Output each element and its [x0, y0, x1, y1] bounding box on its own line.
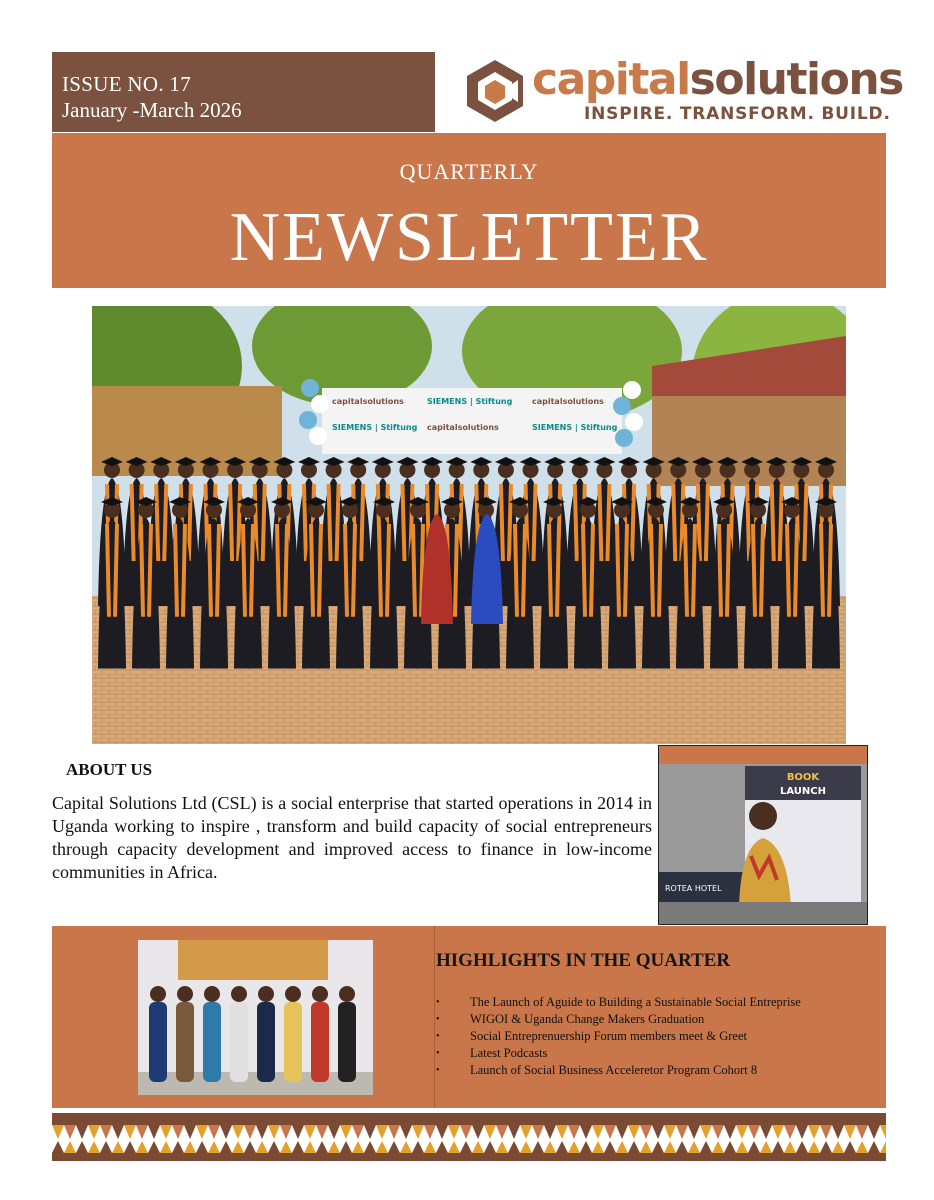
bullet-icon: • — [436, 1048, 440, 1059]
backdrop-logo-6: SIEMENS | Stiftung — [532, 423, 618, 432]
person-head — [177, 986, 193, 1002]
logo-wordmark-part1: capital — [532, 54, 690, 105]
issue-number: ISSUE NO. 17 — [62, 72, 192, 96]
list-item — [436, 1011, 876, 1028]
backdrop-logo-2: SIEMENS | Stiftung — [427, 397, 513, 406]
person-head — [339, 986, 355, 1002]
person-body — [203, 1002, 221, 1082]
bullet-icon: • — [436, 1065, 440, 1076]
backdrop-logo-3: capitalsolutions — [532, 397, 604, 406]
speaker-banner-line2: LAUNCH — [779, 786, 827, 797]
list-item — [436, 994, 876, 1011]
person-body — [176, 1002, 194, 1082]
decorative-pattern-strip — [52, 1113, 886, 1163]
highlight-text: Latest Podcasts — [470, 1046, 548, 1060]
issue-period: January -March 2026 — [62, 98, 242, 122]
podium-text: ROTEA HOTEL — [665, 884, 722, 893]
bullet-icon: • — [436, 1031, 440, 1042]
person-body — [230, 1002, 248, 1082]
highlight-text: WIGOI & Uganda Change Makers Graduation — [470, 1012, 705, 1026]
highlight-text: The Launch of Aguide to Building a Sustainable Social Entreprise — [470, 995, 801, 1009]
highlights-list — [436, 994, 876, 1079]
person-head — [231, 986, 247, 1002]
person-body — [284, 1002, 302, 1082]
banner-title: NEWSLETTER — [229, 199, 709, 276]
list-item — [436, 1062, 876, 1079]
person-head — [258, 986, 274, 1002]
logo-wordmark — [532, 54, 903, 105]
graduation-group-photo — [92, 306, 846, 744]
backdrop-logo-1: capitalsolutions — [332, 397, 404, 406]
highlights-heading: HIGHLIGHTS IN THE QUARTER — [436, 950, 731, 971]
highlights-section — [52, 926, 886, 1108]
list-item — [436, 1045, 876, 1062]
issue-box — [52, 52, 435, 132]
highlight-text: Social Entreprenuership Forum members meet & Greet — [470, 1029, 748, 1043]
highlight-text: Launch of Social Business Acceleretor Program Cohort 8 — [470, 1063, 758, 1077]
person-head — [204, 986, 220, 1002]
backdrop-logo-4: SIEMENS | Stiftung — [332, 423, 418, 432]
highlights-divider — [434, 926, 435, 1108]
list-item — [436, 1028, 876, 1045]
person-head — [312, 986, 328, 1002]
about-heading: ABOUT US — [66, 760, 153, 779]
title-banner — [52, 133, 886, 288]
person-body — [257, 1002, 275, 1082]
banner-subtitle: QUARTERLY — [399, 159, 539, 184]
logo-tagline: INSPIRE. TRANSFORM. BUILD. — [584, 104, 891, 124]
person-head — [150, 986, 166, 1002]
person-head — [285, 986, 301, 1002]
person-body — [338, 1002, 356, 1082]
bullet-icon: • — [436, 1014, 440, 1025]
logo-wordmark-part2: solutions — [689, 54, 903, 105]
about-text: Capital Solutions Ltd (CSL) is a social enterprise that started operations in 2014 in Uganda working to inspire , transform and build capacity of social entrepreneurs through capacity development and improved access to finance in low-income communities in Africa. — [52, 793, 652, 882]
backdrop-logo-5: capitalsolutions — [427, 423, 499, 432]
person-body — [311, 1002, 329, 1082]
capital-solutions-logo — [462, 54, 903, 128]
guide-launch-group-photo — [138, 940, 373, 1095]
person-body — [149, 1002, 167, 1082]
bullet-icon: • — [436, 997, 440, 1008]
speaker-banner-line1: BOOK — [786, 772, 820, 783]
hexagon-logo-icon — [462, 58, 528, 124]
book-launch-speaker-photo — [658, 745, 868, 925]
